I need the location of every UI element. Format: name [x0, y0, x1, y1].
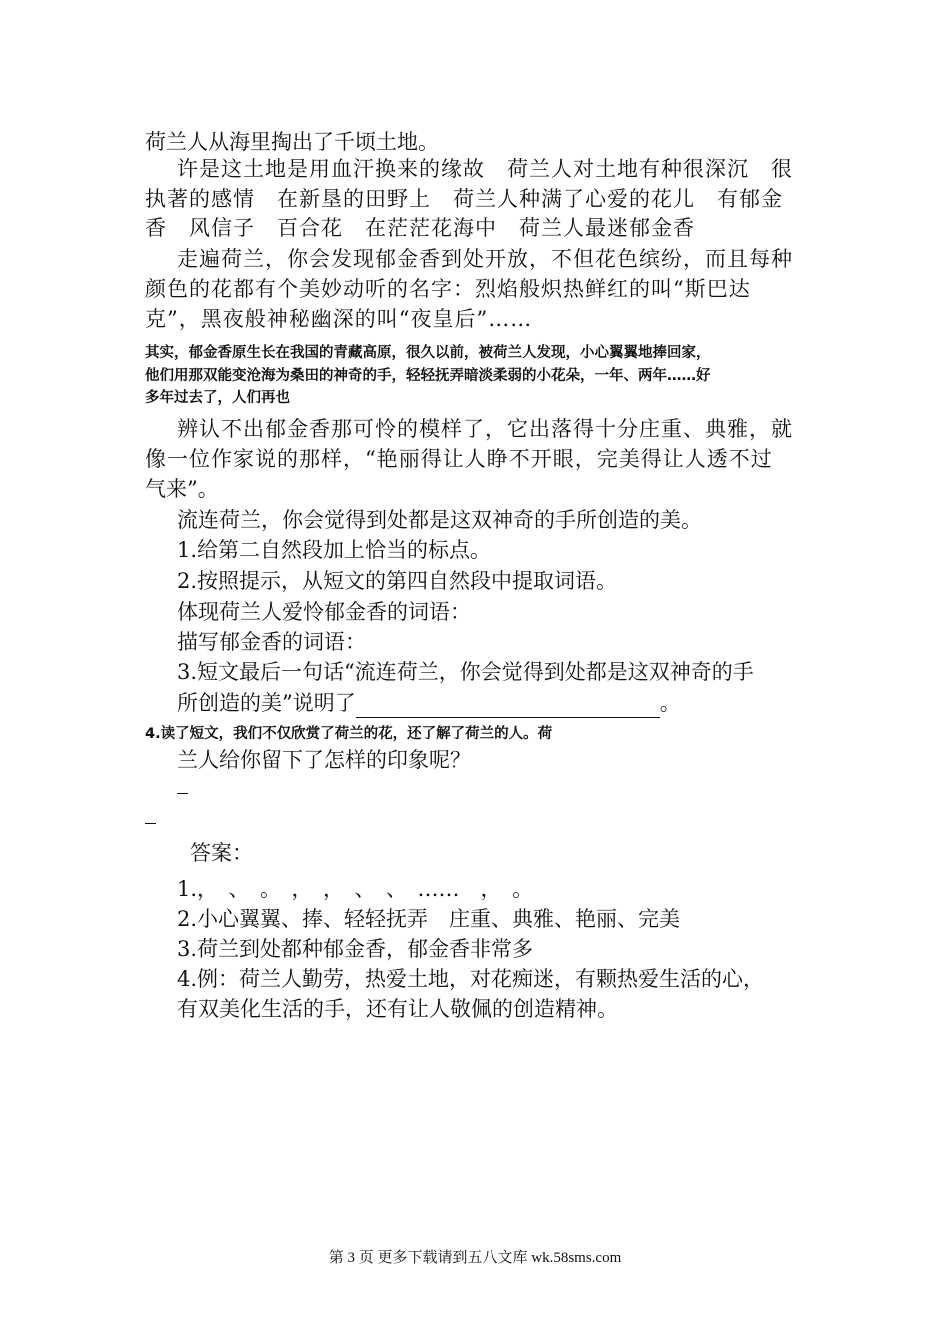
paragraph-4-bold-line-2: 他们用那双能变沧海为桑田的神奇的手，轻轻抚弄暗淡柔弱的小花朵，一年、两年……好	[145, 368, 711, 384]
question-4-line-2: 兰人给你留下了怎样的印象呢？	[177, 748, 471, 772]
paragraph-4-bold-line-1: 其实，郁金香原生长在我国的青藏高原，很久以前，被荷兰人发现，小心翼翼地捧回家，	[145, 345, 711, 361]
question-3-text: 所创造的美”说明了	[177, 691, 356, 715]
paragraph-3-line-3: 克”，黑夜般神秘幽深的叫“夜皇后”……	[145, 307, 533, 331]
question-2-prompt-a: 体现荷兰人爱怜郁金香的词语：	[177, 600, 471, 624]
paragraph-4-line-4: 辨认不出郁金香那可怜的模样了，它出落得十分庄重、典雅，就	[177, 417, 793, 441]
answer-2: 2.小心翼翼、捧、轻轻抚弄 庄重、典雅、艳丽、完美	[177, 907, 681, 931]
paragraph-4-line-6: 气来”。	[145, 477, 219, 501]
paragraph-2-line-3: 香 风信子 百合花 在茫茫花海中 荷兰人最迷郁金香	[145, 216, 695, 240]
answer-4-line-2: 有双美化生活的手，还有让人敬佩的创造精神。	[177, 997, 618, 1021]
answer-1: 1.， 、 。 ， ， 、 、 …… ， 。	[177, 877, 534, 901]
answer-4-line-1: 4.例：荷兰人勤劳，热爱土地，对花痴迷，有颗热爱生活的心，	[177, 967, 765, 991]
answer-blank-line[interactable]	[356, 695, 660, 718]
paragraph-1: 荷兰人从海里掏出了千顷土地。	[145, 130, 439, 154]
question-1: 1.给第二自然段加上恰当的标点。	[177, 538, 492, 562]
answer-3: 3.荷兰到处都种郁金香，郁金香非常多	[177, 937, 534, 961]
question-3-line-1: 3.短文最后一句话“流连荷兰，你会觉得到处都是这双神奇的手	[177, 660, 754, 684]
question-3-end: 。	[659, 691, 681, 715]
paragraph-4-bold-line-3: 多年过去了，人们再也	[145, 390, 290, 406]
question-2-prompt-b: 描写郁金香的词语：	[177, 630, 366, 654]
page-footer: 第 3 页 更多下载请到五八文库 wk.58sms.com	[328, 1250, 622, 1266]
paragraph-2-line-1: 许是这土地是用血汗换来的缘故 荷兰人对土地有种很深沉 很	[177, 157, 793, 181]
paragraph-4-line-5: 像一位作家说的那样，“艳丽得让人睁不开眼，完美得让人透不过	[145, 447, 773, 471]
paragraph-2-line-2: 执著的感情 在新垦的田野上 荷兰人种满了心爱的花儿 有郁金	[145, 187, 783, 211]
answers-title: 答案：	[190, 841, 253, 865]
paragraph-3-line-2: 颜色的花都有个美妙动听的名字：烈焰般炽热鲜红的叫“斯巴达	[145, 277, 751, 301]
answer-dash-1	[177, 793, 188, 794]
question-4-line-1: 4.读了短文，我们不仅欣赏了荷兰的花，还了解了荷兰的人。荷	[145, 726, 553, 742]
question-3-line-2	[177, 688, 681, 718]
paragraph-5: 流连荷兰，你会觉得到处都是这双神奇的手所创造的美。	[177, 508, 702, 532]
paragraph-3-line-1: 走遍荷兰，你会发现郁金香到处开放，不但花色缤纷，而且每种	[177, 247, 793, 271]
answer-dash-2	[145, 823, 156, 824]
question-2: 2.按照提示，从短文的第四自然段中提取词语。	[177, 569, 618, 593]
